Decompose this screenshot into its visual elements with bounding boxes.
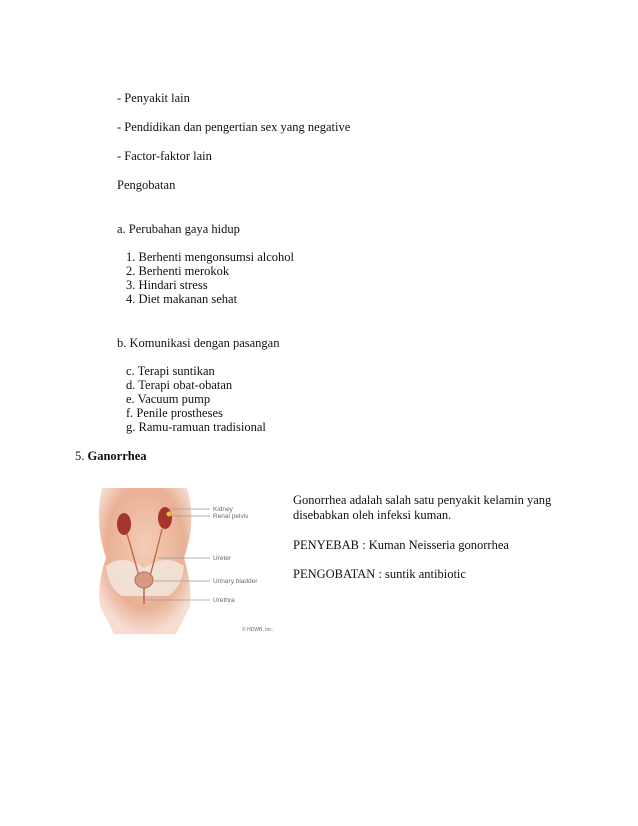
section-a-item: 4. Diet makanan sehat (126, 292, 238, 306)
list-item-penyakit-lain: - Penyakit lain (117, 91, 190, 105)
gonorrhea-description: Gonorrhea adalah salah satu penyakit kelamin yang disebabkan oleh infeksi kuman. (293, 493, 552, 522)
figure-copyright: © HDWB, Inc. (242, 627, 274, 633)
section-b-item: g. Ramu-ramuan tradisional (126, 420, 266, 434)
section-a-item: 2. Berhenti merokok (126, 264, 230, 278)
section-5-heading (75, 449, 147, 464)
gonorrhea-treatment: PENGOBATAN : suntik antibiotic (293, 567, 466, 581)
label-renal-pelvis: Renal pelvis (213, 513, 249, 520)
left-kidney (117, 513, 131, 535)
renal-pelvis (167, 512, 172, 517)
section-b-item: e. Vacuum pump (126, 392, 211, 406)
list-item-factor-lain: - Factor-faktor lain (117, 149, 212, 163)
label-urinary-bladder: Urinary bladder (213, 578, 258, 585)
heading-pengobatan: Pengobatan (117, 178, 176, 192)
list-item-pendidikan-sex: - Pendidikan dan pengertian sex yang negative (117, 120, 351, 134)
urinary-bladder (135, 572, 153, 588)
torso-shape (99, 488, 192, 634)
anatomy-figure (92, 488, 288, 634)
label-urethra: Urethra (213, 597, 235, 604)
section-5-number: 5. (75, 449, 85, 463)
right-kidney (158, 507, 172, 529)
gonorrhea-cause: PENYEBAB : Kuman Neisseria gonorrhea (293, 538, 509, 552)
section-a-item: 1. Berhenti mengonsumsi alcohol (126, 250, 295, 264)
urinary-system-illustration (92, 488, 288, 634)
section-b-title: b. Komunikasi dengan pasangan (117, 336, 280, 350)
label-kidney: Kidney (213, 506, 233, 513)
section-b-item: f. Penile prostheses (126, 406, 223, 420)
section-a-title: a. Perubahan gaya hidup (117, 222, 240, 236)
section-a-item: 3. Hindari stress (126, 278, 208, 292)
section-b-item: c. Terapi suntikan (126, 364, 215, 378)
section-b-item: d. Terapi obat-obatan (126, 378, 233, 392)
label-ureter: Ureter (213, 555, 232, 562)
section-5-title: Ganorrhea (87, 449, 147, 463)
